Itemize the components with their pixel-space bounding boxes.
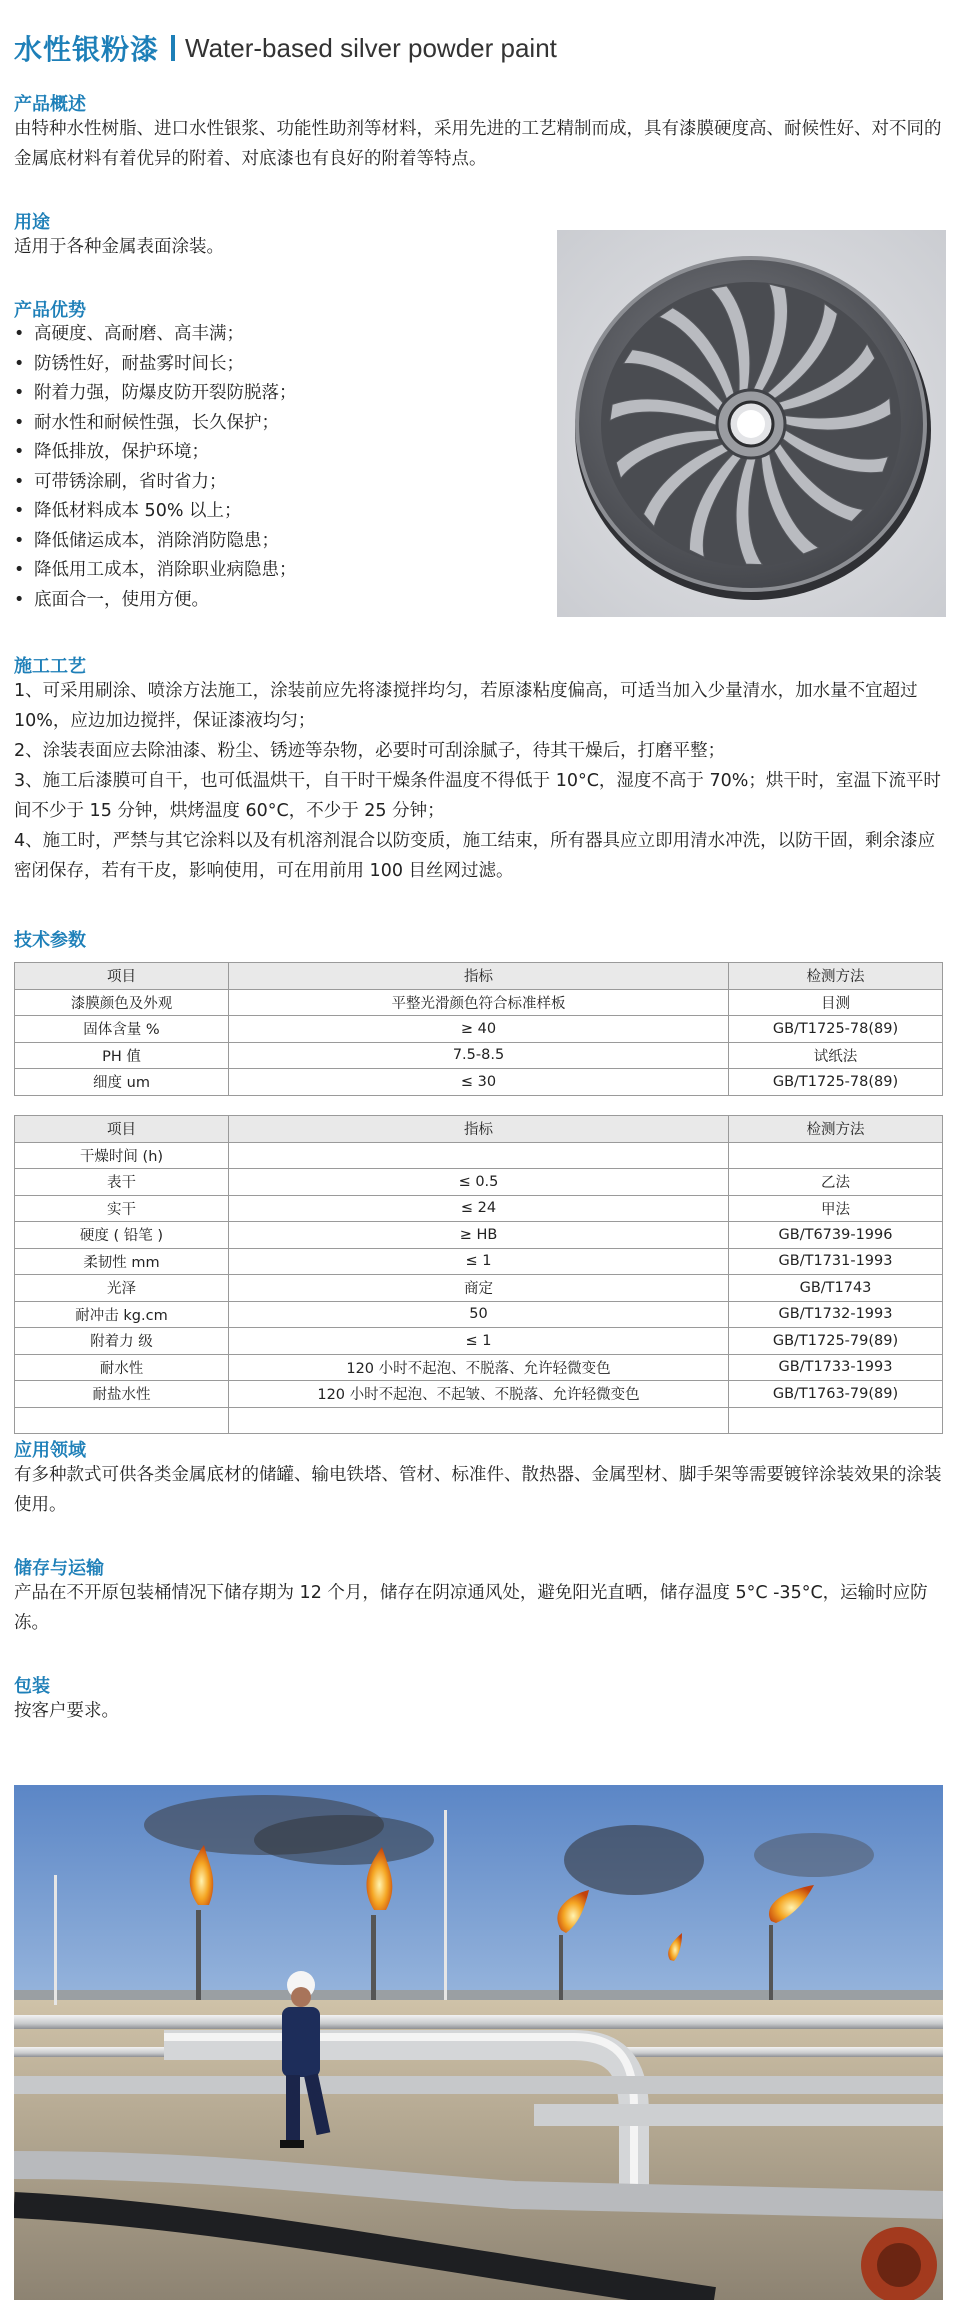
list-item: • 降低材料成本 50% 以上； bbox=[14, 497, 297, 527]
cell-method: 目测 bbox=[729, 989, 943, 1016]
cell-item: 附着力 级 bbox=[15, 1328, 229, 1355]
cell-item: 光泽 bbox=[15, 1275, 229, 1302]
process-step: 4、施工时，严禁与其它涂料以及有机溶剂混合以防变质，施工结束，所有器具应立即用清水冲洗，以防干固，剩余漆应密闭保存，若有干皮，影响使用，可在用前用 100 目丝网过滤。 bbox=[14, 831, 936, 881]
table-row bbox=[15, 1354, 943, 1381]
usage-heading: 用途 bbox=[14, 212, 50, 233]
cell-index: 7.5-8.5 bbox=[229, 1042, 729, 1069]
title-chinese: 水性银粉漆 bbox=[14, 33, 160, 66]
cell-method: GB/T1743 bbox=[729, 1275, 943, 1302]
cell-item: 表干 bbox=[15, 1169, 229, 1196]
cell-index: ≤ 0.5 bbox=[229, 1169, 729, 1196]
cell-index: ≤ 30 bbox=[229, 1069, 729, 1096]
table-row bbox=[15, 1016, 943, 1043]
col-header-item: 项目 bbox=[15, 1116, 229, 1143]
usage-text: 适用于各种金属表面涂装。 bbox=[14, 237, 224, 257]
spec-table-performance bbox=[14, 1115, 943, 1434]
tech-heading: 技术参数 bbox=[14, 930, 86, 951]
list-item: • 底面合一，使用方便。 bbox=[14, 586, 297, 616]
table-row bbox=[15, 1328, 943, 1355]
application-heading: 应用领域 bbox=[14, 1440, 86, 1461]
cell-method: GB/T1725-78(89) bbox=[729, 1069, 943, 1096]
application-text: 有多种款式可供各类金属底材的储罐、输电铁塔、管材、标准件、散热器、金属型材、脚手架等需要镀锌涂装效果的涂装使用。 bbox=[14, 1465, 942, 1515]
list-item: • 降低排放，保护环境； bbox=[14, 438, 297, 468]
cell-method: 乙法 bbox=[729, 1169, 943, 1196]
process-heading: 施工工艺 bbox=[14, 656, 86, 677]
cell-item: 硬度 ( 铅笔 ) bbox=[15, 1222, 229, 1249]
storage-text: 产品在不开原包装桶情况下储存期为 12 个月，储存在阴凉通风处，避免阳光直晒，储存温度 5°C -35°C，运输时应防冻。 bbox=[14, 1583, 928, 1633]
page-title bbox=[14, 28, 557, 68]
advantages-list bbox=[14, 320, 297, 615]
cell-item: 漆膜颜色及外观 bbox=[15, 989, 229, 1016]
cell-item: 耐水性 bbox=[15, 1354, 229, 1381]
cell-index: ≤ 24 bbox=[229, 1195, 729, 1222]
table-row bbox=[15, 1169, 943, 1196]
table-row bbox=[15, 1301, 943, 1328]
storage-heading: 储存与运输 bbox=[14, 1558, 104, 1579]
table-row bbox=[15, 1222, 943, 1249]
col-header-item: 项目 bbox=[15, 963, 229, 990]
process-step: 2、涂装表面应去除油漆、粉尘、锈迹等杂物，必要时可刮涂腻子，待其干燥后，打磨平整； bbox=[14, 741, 726, 761]
table-row bbox=[15, 1381, 943, 1408]
table-row bbox=[15, 1142, 943, 1169]
table-row bbox=[15, 1275, 943, 1302]
list-item: • 防锈性好，耐盐雾时间长； bbox=[14, 350, 297, 380]
packaging-heading: 包装 bbox=[14, 1676, 50, 1697]
process-step: 1、可采用刷涂、喷涂方法施工，涂装前应先将漆搅拌均匀，若原漆粘度偏高，可适当加入少量清水，加水量不宜超过 10%，应边加边搅拌，保证漆液均匀； bbox=[14, 681, 918, 731]
col-header-method: 检测方法 bbox=[729, 963, 943, 990]
title-english: Water-based silver powder paint bbox=[185, 32, 557, 63]
cell-index: 120 小时不起泡、不脱落、允许轻微变色 bbox=[229, 1354, 729, 1381]
cell-method: GB/T1732-1993 bbox=[729, 1301, 943, 1328]
cell-index bbox=[229, 1407, 729, 1434]
cell-index: ≤ 1 bbox=[229, 1328, 729, 1355]
cell-method: 甲法 bbox=[729, 1195, 943, 1222]
cell-method bbox=[729, 1142, 943, 1169]
cell-method: GB/T1733-1993 bbox=[729, 1354, 943, 1381]
table-row bbox=[15, 1042, 943, 1069]
list-item: • 降低储运成本，消除消防隐患； bbox=[14, 527, 297, 557]
cell-method: GB/T1725-78(89) bbox=[729, 1016, 943, 1043]
cell-item: 耐盐水性 bbox=[15, 1381, 229, 1408]
col-header-method: 检测方法 bbox=[729, 1116, 943, 1143]
wheel-cover-image bbox=[557, 230, 946, 617]
cell-index: 平整光滑颜色符合标准样板 bbox=[229, 989, 729, 1016]
cell-item: PH 值 bbox=[15, 1042, 229, 1069]
cell-item bbox=[15, 1407, 229, 1434]
table-row bbox=[15, 1069, 943, 1096]
title-divider bbox=[171, 35, 175, 61]
cell-index: 50 bbox=[229, 1301, 729, 1328]
cell-item: 干燥时间 (h) bbox=[15, 1142, 229, 1169]
cell-method: GB/T6739-1996 bbox=[729, 1222, 943, 1249]
table-row bbox=[15, 1195, 943, 1222]
packaging-text: 按客户要求。 bbox=[14, 1701, 119, 1721]
cell-index: ≥ HB bbox=[229, 1222, 729, 1249]
cell-index: 120 小时不起泡、不起皱、不脱落、允许轻微变色 bbox=[229, 1381, 729, 1408]
col-header-index: 指标 bbox=[229, 1116, 729, 1143]
table-row bbox=[15, 989, 943, 1016]
cell-item: 细度 um bbox=[15, 1069, 229, 1096]
cell-item: 实干 bbox=[15, 1195, 229, 1222]
cell-index bbox=[229, 1142, 729, 1169]
cell-method: GB/T1731-1993 bbox=[729, 1248, 943, 1275]
cell-item: 柔韧性 mm bbox=[15, 1248, 229, 1275]
spec-table-basic bbox=[14, 962, 943, 1096]
table-row bbox=[15, 1248, 943, 1275]
list-item: • 耐水性和耐候性强，长久保护； bbox=[14, 409, 297, 439]
overview-text: 由特种水性树脂、进口水性银浆、功能性助剂等材料，采用先进的工艺精制而成，具有漆膜硬度高、耐候性好、对不同的金属底材料有着优异的附着、对底漆也有良好的附着等特点。 bbox=[14, 119, 942, 169]
cell-method bbox=[729, 1407, 943, 1434]
advantages-heading: 产品优势 bbox=[14, 300, 86, 321]
process-step: 3、施工后漆膜可自干，也可低温烘干，自干时干燥条件温度不得低于 10°C，湿度不高于 70%；烘干时，室温下流平时间不少于 15 分钟，烘烤温度 60°C，不少于 25 分钟； bbox=[14, 771, 941, 821]
cell-item: 耐冲击 kg.cm bbox=[15, 1301, 229, 1328]
cell-method: 试纸法 bbox=[729, 1042, 943, 1069]
cell-item: 固体含量 % bbox=[15, 1016, 229, 1043]
table-row bbox=[15, 1407, 943, 1434]
list-item: • 降低用工成本，消除职业病隐患； bbox=[14, 556, 297, 586]
cell-method: GB/T1725-79(89) bbox=[729, 1328, 943, 1355]
cell-method: GB/T1763-79(89) bbox=[729, 1381, 943, 1408]
table-header-row bbox=[15, 963, 943, 990]
table-header-row bbox=[15, 1116, 943, 1143]
cell-index: ≥ 40 bbox=[229, 1016, 729, 1043]
oil-field-pipeline-image bbox=[14, 1785, 943, 2300]
col-header-index: 指标 bbox=[229, 963, 729, 990]
list-item: • 可带锈涂刷，省时省力； bbox=[14, 468, 297, 498]
cell-index: ≤ 1 bbox=[229, 1248, 729, 1275]
overview-heading: 产品概述 bbox=[14, 94, 86, 115]
list-item: • 高硬度、高耐磨、高丰满； bbox=[14, 320, 297, 350]
list-item: • 附着力强，防爆皮防开裂防脱落； bbox=[14, 379, 297, 409]
cell-index: 商定 bbox=[229, 1275, 729, 1302]
